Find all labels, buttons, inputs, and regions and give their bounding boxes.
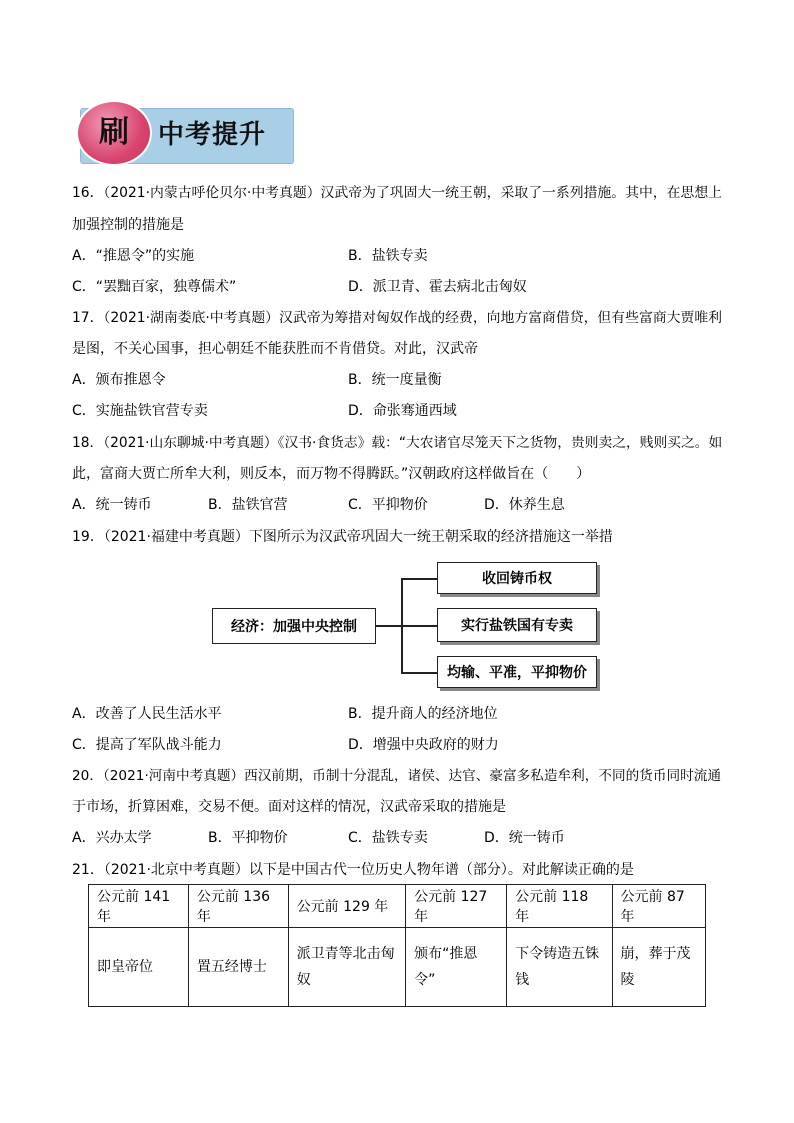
q16-option-b: B．盐铁专卖	[348, 248, 428, 264]
table-cell-year: 公元前 136 年	[188, 885, 288, 928]
banner-title: 中考提升	[158, 120, 267, 150]
q18-option-d: D．休养生息	[484, 497, 565, 513]
q18-stem-line2: 此，富商大贾亡所牟大利，则反本，而万物不得腾跃。”汉朝政府这样做旨在（ ）	[72, 466, 591, 482]
table-row	[89, 928, 706, 1007]
q20-option-c: C．盐铁专卖	[348, 830, 428, 846]
diagram-connector	[401, 578, 437, 580]
q18-option-b: B．盐铁官营	[208, 497, 288, 513]
table-cell-year: 公元前 129 年	[288, 885, 405, 928]
q16-stem-line1: 16．（2021·内蒙古呼伦贝尔·中考真题）汉武帝为了巩固大一统王朝，采取了一系列措施。其中，在思想上	[72, 185, 723, 201]
table-cell-event: 派卫青等北击匈奴	[288, 928, 405, 1007]
table-cell-event: 下令铸造五铢钱	[507, 928, 612, 1007]
q18-stem-line1: 18．（2021·山东聊城·中考真题）《汉书·食货志》载：“大农诸官尽笼天下之货物，贵则卖之，贱则买之。如	[72, 435, 723, 451]
diagram-connector	[401, 672, 437, 674]
q19-option-c: C．提高了军队战斗能力	[72, 737, 222, 753]
section-banner	[76, 100, 294, 166]
table-cell-year: 公元前 118 年	[507, 885, 612, 928]
diagram-main-box: 经济：加强中央控制	[212, 608, 376, 644]
q20-stem-line1: 20．（2021·河南中考真题）西汉前期，币制十分混乱，诸侯、达官、豪富多私造牟利，不同的货币同时流通	[72, 768, 722, 784]
q17-option-d: D．命张骞通西域	[348, 403, 457, 419]
q17-stem-line2: 是图，不关心国事，担心朝廷不能获胜而不肯借贷。对此，汉武帝	[72, 341, 478, 357]
table-cell-event: 崩，葬于茂陵	[612, 928, 705, 1007]
q19-stem-line1: 19．（2021·福建中考真题）下图所示为汉武帝巩固大一统王朝采取的经济措施这一举措	[72, 529, 613, 545]
q16-option-d: D．派卫青、霍去病北击匈奴	[348, 279, 527, 295]
q20-option-b: B．平抑物价	[208, 830, 288, 846]
diagram-item-3: 均输、平准，平抑物价	[437, 656, 597, 688]
q17-stem-line1: 17．（2021·湖南娄底·中考真题）汉武帝为筹措对匈奴作战的经费，向地方富商借贷，但有些富商大贾唯利	[72, 310, 723, 326]
table-cell-event: 置五经博士	[188, 928, 288, 1007]
banner-char: 刷	[99, 115, 129, 150]
q16-option-c: C．“罢黜百家，独尊儒术”	[72, 279, 237, 295]
table-cell-event: 颁布“推恩令”	[406, 928, 507, 1007]
q19-option-d: D．增强中央政府的财力	[348, 737, 499, 753]
diagram-connector	[401, 625, 437, 627]
q17-option-a: A．颁布推恩令	[72, 372, 166, 388]
q18-option-a: A．统一铸币	[72, 497, 152, 513]
diagram-item-2: 实行盐铁国有专卖	[437, 608, 597, 642]
table-row	[89, 885, 706, 928]
table-cell-year: 公元前 141 年	[89, 885, 189, 928]
chronology-table	[88, 884, 706, 1007]
q21-stem-line1: 21．（2021·北京中考真题）以下是中国古代一位历史人物年谱（部分）。对此解读正确的是	[72, 862, 634, 878]
q19-option-b: B．提升商人的经济地位	[348, 706, 498, 722]
table-cell-event: 即皇帝位	[89, 928, 189, 1007]
diagram-item-1: 收回铸币权	[437, 562, 597, 594]
diagram-connector	[376, 625, 402, 627]
q20-stem-line2: 于市场，折算困难，交易不便。面对这样的情况，汉武帝采取的措施是	[72, 799, 506, 815]
q17-option-b: B．统一度量衡	[348, 372, 442, 388]
q16-stem-line2: 加强控制的措施是	[72, 217, 184, 233]
q17-option-c: C．实施盐铁官营专卖	[72, 403, 208, 419]
q16-option-a: A．“推恩令”的实施	[72, 248, 195, 264]
table-cell-year: 公元前 127 年	[406, 885, 507, 928]
q20-option-a: A．兴办太学	[72, 830, 152, 846]
q19-option-a: A．改善了人民生活水平	[72, 706, 222, 722]
table-cell-year: 公元前 87 年	[612, 885, 705, 928]
q20-option-d: D．统一铸币	[484, 830, 565, 846]
q18-option-c: C．平抑物价	[348, 497, 428, 513]
